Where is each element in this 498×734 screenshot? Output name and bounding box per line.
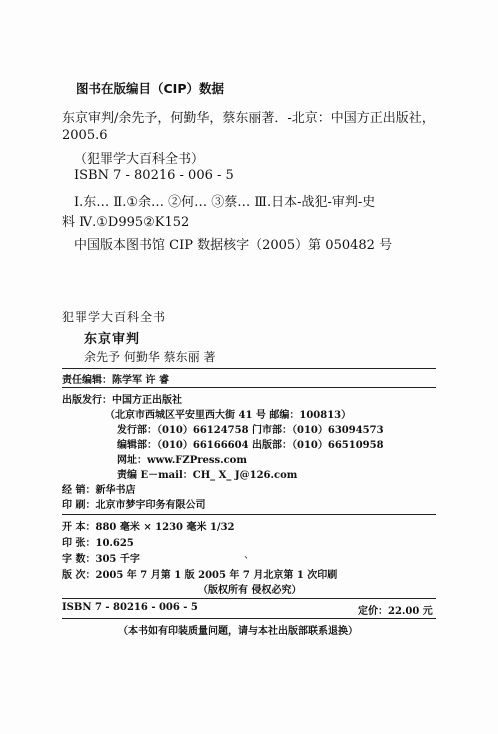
publisher-phone-1: 发行部：（010）66124758 门市部：（010）63094573 bbox=[117, 425, 384, 436]
divider-1 bbox=[62, 368, 436, 369]
divider-5 bbox=[62, 618, 436, 619]
cip-line-2: 2005.6 bbox=[62, 128, 108, 143]
words-value: 305 千字 bbox=[95, 554, 140, 565]
sheets-label: 印 张： bbox=[62, 538, 96, 549]
sheets-value: 10.625 bbox=[95, 538, 134, 549]
distributor-row bbox=[62, 481, 135, 496]
editor-row bbox=[62, 371, 169, 386]
stray-mark: 、 bbox=[244, 550, 254, 561]
distributor-value: 新华书店 bbox=[95, 485, 136, 496]
footer-isbn: ISBN 7 - 80216 - 006 - 5 bbox=[62, 602, 198, 613]
publisher-name: 中国方正出版社 bbox=[112, 395, 182, 406]
editor-value: 陈学军 许 睿 bbox=[112, 375, 169, 386]
quality-notice: （本书如有印装质量问题，请与本社出版部联系退换） bbox=[118, 626, 358, 637]
printer-label: 印 刷： bbox=[62, 500, 96, 511]
book-authors: 余先予 何勤华 蔡东丽 著 bbox=[84, 350, 216, 364]
series-name: 犯罪学大百科全书 bbox=[62, 310, 167, 324]
editor-label: 责任编辑： bbox=[62, 375, 112, 386]
divider-3 bbox=[62, 514, 436, 515]
divider-4 bbox=[62, 598, 436, 599]
divider-2 bbox=[62, 387, 436, 388]
cip-isbn: ISBN 7 - 80216 - 006 - 5 bbox=[74, 168, 234, 183]
publisher-website: 网址：www.FZPress.com bbox=[117, 455, 247, 466]
publisher-address: （北京市西城区平安里西大街 41 号 邮编：100813） bbox=[105, 410, 352, 421]
sheets-row bbox=[62, 534, 134, 549]
cip-record-number: 中国版本图书馆 CIP 数据核字（2005）第 050482 号 bbox=[74, 238, 393, 253]
printer-row bbox=[62, 496, 205, 511]
format-label: 开 本： bbox=[62, 522, 96, 533]
words-row bbox=[62, 550, 140, 565]
publisher-email: 责编 E－mail：CH_ X_ J@126.com bbox=[117, 470, 298, 481]
cip-line-1: 东京审判/余先予，何勤华，蔡东丽著．-北京：中国方正出版社， bbox=[62, 111, 435, 126]
edition-row bbox=[62, 566, 337, 581]
edition-label: 版 次： bbox=[62, 570, 96, 581]
cip-classification-1: Ⅰ.东… Ⅱ.①余… ②何… ③蔡… Ⅲ.日本-战犯-审判-史 bbox=[74, 195, 376, 210]
cip-title: 图书在版编目（CIP）数据 bbox=[76, 81, 224, 96]
format-value: 880 毫米 × 1230 毫米 1/32 bbox=[95, 522, 235, 533]
distributor-label: 经 销： bbox=[62, 485, 96, 496]
format-row bbox=[62, 518, 235, 533]
publisher-phone-2: 编辑部：（010）66166604 出版部：（010）66510958 bbox=[117, 440, 384, 451]
printer-value: 北京市梦宇印务有限公司 bbox=[95, 500, 206, 511]
rights-notice: （版权所有 侵权必究） bbox=[198, 585, 302, 596]
book-title: 东京审判 bbox=[84, 332, 141, 347]
footer-price: 定价：22.00 元 bbox=[358, 606, 433, 617]
edition-value: 2005 年 7 月第 1 版 2005 年 7 月北京第 1 次印刷 bbox=[95, 570, 338, 581]
publisher-label: 出版发行： bbox=[62, 395, 112, 406]
cip-series: （犯罪学大百科全书） bbox=[74, 152, 205, 167]
publisher-row bbox=[62, 391, 182, 406]
cip-classification-2: 料 Ⅳ.①D995②K152 bbox=[62, 215, 190, 230]
words-label: 字 数： bbox=[62, 554, 96, 565]
